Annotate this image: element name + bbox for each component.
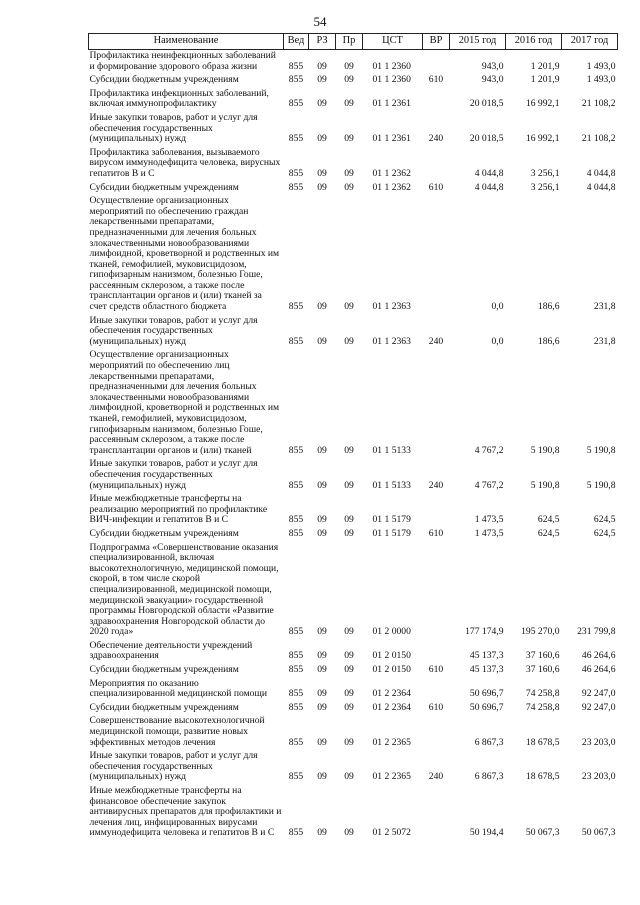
cell-2017: 624,5 [593, 514, 616, 526]
cell-2017: 4 044,8 [586, 167, 616, 179]
cell-name: Мероприятия по оказанию специализированной медицинской помощи [89, 677, 267, 700]
cell-name: Субсидии бюджетным учреждениям [89, 664, 239, 676]
cell-2015: 1 473,5 [474, 514, 504, 526]
cell-2017: 46 264,6 [581, 664, 616, 676]
cell-rz: 09 [317, 335, 327, 347]
cell-ved: 855 [288, 664, 304, 676]
cell-rz: 09 [317, 688, 327, 700]
cell-cst: 01 1 2361 [372, 98, 411, 110]
cell-name: Иные закупки товаров, работ и услуг для обеспечения государственных (муниципальных) нужд [89, 314, 258, 347]
cell-cst: 01 1 5133 [372, 444, 411, 456]
cell-2016: 1 201,9 [530, 60, 560, 72]
cell-pr: 09 [344, 650, 354, 662]
cell-vr: 240 [428, 479, 444, 491]
cell-ved: 855 [288, 827, 304, 839]
cell-cst: 01 1 2360 [372, 74, 411, 86]
table-row [89, 664, 618, 678]
cell-2015: 45 137,3 [469, 650, 504, 662]
cell-pr: 09 [344, 181, 354, 193]
table-row [89, 715, 618, 750]
cell-ved: 855 [288, 133, 304, 145]
cell-2016: 3 256,1 [530, 167, 560, 179]
cell-2016: 16 992,1 [525, 133, 560, 145]
cell-ved: 855 [288, 167, 304, 179]
cell-ved: 855 [288, 479, 304, 491]
cell-name: Профилактика неинфекционных заболеваний и формирование здорового образа жизни [89, 50, 276, 72]
cell-2016: 195 270,0 [521, 626, 560, 638]
cell-vr [423, 678, 450, 702]
cell-2017: 23 203,0 [581, 736, 616, 748]
cell-rz: 09 [317, 664, 327, 676]
cell-2015: 50 696,7 [469, 701, 504, 713]
page-number: 54 [313, 14, 327, 29]
cell-vr [423, 50, 450, 75]
cell-rz: 09 [317, 133, 327, 145]
table-row [89, 349, 618, 458]
cell-vr: 610 [428, 527, 444, 539]
header-row [89, 34, 618, 50]
cell-2017: 21 108,2 [581, 133, 616, 145]
cell-2017: 231,8 [593, 301, 616, 313]
cell-vr: 240 [428, 335, 444, 347]
cell-name: Иные межбюджетные трансферты на реализацию мероприятий по профилактике ВИЧ-инфекции и гепатитов В и С [89, 493, 268, 526]
table-row [89, 493, 618, 528]
cell-pr: 09 [344, 74, 354, 86]
cell-vr [423, 715, 450, 750]
header-ved: Вед [284, 34, 309, 50]
cell-vr: 240 [428, 133, 444, 145]
cell-cst: 01 1 2360 [372, 60, 411, 72]
cell-2016: 5 190,8 [530, 444, 560, 456]
cell-2015: 50 696,7 [469, 688, 504, 700]
cell-cst: 01 1 2362 [372, 167, 411, 179]
table-row [89, 50, 618, 75]
cell-cst: 01 1 5179 [372, 514, 411, 526]
cell-2017: 624,5 [593, 527, 616, 539]
cell-pr: 09 [344, 167, 354, 179]
cell-ved: 855 [288, 181, 304, 193]
cell-name: Субсидии бюджетным учреждениям [89, 527, 239, 539]
cell-2015: 4 767,2 [474, 444, 504, 456]
cell-rz: 09 [317, 60, 327, 72]
cell-2015: 177 174,9 [465, 626, 504, 638]
cell-name: Субсидии бюджетным учреждениям [89, 181, 239, 193]
cell-pr: 09 [344, 301, 354, 313]
table-row [89, 640, 618, 664]
cell-2015: 0,0 [491, 301, 504, 313]
cell-name: Профилактика инфекционных заболеваний, включая иммунопрофилактику [89, 87, 269, 110]
table-row [89, 678, 618, 702]
cell-2016: 50 067,3 [525, 827, 560, 839]
cell-vr [423, 640, 450, 664]
cell-cst: 01 1 5179 [372, 527, 411, 539]
cell-vr [423, 195, 450, 315]
cell-2017: 231 799,8 [577, 626, 616, 638]
table-row [89, 458, 618, 493]
cell-name: Профилактика заболевания, вызываемого вирусом иммунодефицита человека, вирусных гепатитов В и С [89, 146, 281, 179]
cell-2017: 46 264,6 [581, 650, 616, 662]
cell-2017: 50 067,3 [581, 827, 616, 839]
header-rz: РЗ [309, 34, 336, 50]
cell-vr [423, 88, 450, 112]
cell-pr: 09 [344, 736, 354, 748]
cell-ved: 855 [288, 626, 304, 638]
cell-2016: 1 201,9 [530, 74, 560, 86]
cell-name: Иные закупки товаров, работ и услуг для обеспечения государственных (муниципальных) нужд [89, 750, 258, 783]
cell-cst: 01 2 0000 [372, 626, 411, 638]
cell-cst: 01 1 2363 [372, 335, 411, 347]
cell-cst: 01 1 2361 [372, 133, 411, 145]
table-row [89, 702, 618, 716]
table-body [89, 50, 618, 841]
cell-vr [423, 493, 450, 528]
cell-rz: 09 [317, 181, 327, 193]
cell-ved: 855 [288, 701, 304, 713]
cell-pr: 09 [344, 701, 354, 713]
cell-ved: 855 [288, 74, 304, 86]
cell-cst: 01 2 0150 [372, 664, 411, 676]
cell-pr: 09 [344, 827, 354, 839]
cell-2016: 37 160,6 [525, 664, 560, 676]
cell-cst: 01 2 2365 [372, 736, 411, 748]
cell-vr: 610 [428, 74, 444, 86]
cell-pr: 09 [344, 335, 354, 347]
cell-vr [423, 785, 450, 841]
cell-name: Субсидии бюджетным учреждениям [89, 701, 239, 713]
cell-pr: 09 [344, 514, 354, 526]
cell-vr: 610 [428, 181, 444, 193]
cell-name: Иные закупки товаров, работ и услуг для обеспечения государственных (муниципальных) нужд [89, 458, 258, 491]
cell-rz: 09 [317, 527, 327, 539]
cell-pr: 09 [344, 133, 354, 145]
cell-rz: 09 [317, 827, 327, 839]
cell-name: Субсидии бюджетным учреждениям [89, 74, 239, 86]
cell-2017: 92 247,0 [581, 701, 616, 713]
cell-2016: 624,5 [537, 527, 560, 539]
cell-cst: 01 2 5072 [372, 827, 411, 839]
cell-rz: 09 [317, 98, 327, 110]
cell-ved: 855 [288, 444, 304, 456]
cell-2015: 943,0 [481, 60, 504, 72]
cell-ved: 855 [288, 527, 304, 539]
table-row [89, 542, 618, 640]
cell-name: Иные межбюджетные трансферты на финансовое обеспечение закупок антивирусных препаратов для профилактики и лечения лиц, инфицированных вирусами иммунодефицита человека и гепатитов В и С [89, 785, 282, 839]
header-2016: 2016 год [506, 34, 562, 50]
cell-pr: 09 [344, 626, 354, 638]
cell-2015: 45 137,3 [469, 664, 504, 676]
cell-2016: 18 678,5 [525, 736, 560, 748]
cell-rz: 09 [317, 650, 327, 662]
cell-2015: 4 044,8 [474, 181, 504, 193]
table-row [89, 112, 618, 147]
cell-pr: 09 [344, 664, 354, 676]
cell-name: Иные закупки товаров, работ и услуг для обеспечения государственных (муниципальных) нужд [89, 111, 258, 145]
cell-ved: 855 [288, 301, 304, 313]
header-2015: 2015 год [450, 34, 506, 50]
cell-ved: 855 [288, 60, 304, 72]
cell-name: Осуществление организационных мероприятий по обеспечению лиц лекарственными препаратами, предназначенными для лечения больных злокачественными новообразованиями лимфоидной, кроветворной и родственных им тканей, гемофилией, муковисцидозом, гипофизарным нанизмом, болезнью Гоше, рассеянным склерозом, а также после трансплантации органов и (или) тканей [89, 349, 280, 456]
cell-rz: 09 [317, 626, 327, 638]
table-row [89, 750, 618, 785]
cell-2017: 21 108,2 [581, 98, 616, 110]
cell-2015: 6 867,3 [474, 736, 504, 748]
table-row [89, 182, 618, 196]
cell-rz: 09 [317, 736, 327, 748]
cell-ved: 855 [288, 335, 304, 347]
cell-vr [423, 542, 450, 640]
cell-2017: 5 190,8 [586, 444, 616, 456]
cell-pr: 09 [344, 688, 354, 700]
cell-pr: 09 [344, 527, 354, 539]
cell-2015: 20 018,5 [469, 133, 504, 145]
cell-rz: 09 [317, 514, 327, 526]
cell-2015: 1 473,5 [474, 527, 504, 539]
cell-cst: 01 1 2363 [372, 301, 411, 313]
cell-ved: 855 [288, 771, 304, 783]
cell-vr [423, 147, 450, 182]
cell-2017: 231,8 [593, 335, 616, 347]
cell-cst: 01 1 5133 [372, 479, 411, 491]
cell-pr: 09 [344, 98, 354, 110]
cell-2015: 4 044,8 [474, 167, 504, 179]
cell-2016: 624,5 [537, 514, 560, 526]
budget-table [88, 33, 618, 841]
cell-rz: 09 [317, 479, 327, 491]
cell-2016: 186,6 [537, 335, 560, 347]
cell-2017: 92 247,0 [581, 688, 616, 700]
cell-2015: 6 867,3 [474, 771, 504, 783]
cell-2016: 37 160,6 [525, 650, 560, 662]
cell-pr: 09 [344, 771, 354, 783]
cell-2017: 4 044,8 [586, 181, 616, 193]
cell-rz: 09 [317, 701, 327, 713]
table-row [89, 528, 618, 542]
cell-2016: 186,6 [537, 301, 560, 313]
cell-cst: 01 2 2364 [372, 688, 411, 700]
table-header [89, 34, 618, 50]
cell-2015: 943,0 [481, 74, 504, 86]
cell-2015: 20 018,5 [469, 98, 504, 110]
cell-rz: 09 [317, 301, 327, 313]
cell-2017: 1 493,0 [586, 60, 616, 72]
header-pr: Пр [336, 34, 363, 50]
cell-2016: 18 678,5 [525, 771, 560, 783]
cell-name: Обеспечение деятельности учреждений здравоохранения [89, 639, 253, 662]
cell-ved: 855 [288, 688, 304, 700]
cell-ved: 855 [288, 736, 304, 748]
cell-name: Совершенствование высокотехнологичной медицинской помощи, развитие новых эффективных методов лечения [89, 715, 265, 748]
cell-vr [423, 349, 450, 458]
cell-vr: 240 [428, 771, 444, 783]
cell-2016: 16 992,1 [525, 98, 560, 110]
cell-2017: 23 203,0 [581, 771, 616, 783]
table-row [89, 74, 618, 88]
cell-2017: 5 190,8 [586, 479, 616, 491]
cell-vr: 610 [428, 701, 444, 713]
table-row [89, 147, 618, 182]
cell-rz: 09 [317, 771, 327, 783]
cell-2015: 50 194,4 [469, 827, 504, 839]
cell-ved: 855 [288, 98, 304, 110]
cell-pr: 09 [344, 60, 354, 72]
cell-ved: 855 [288, 514, 304, 526]
header-cst: ЦСТ [363, 34, 423, 50]
cell-2016: 3 256,1 [530, 181, 560, 193]
cell-2016: 74 258,8 [525, 701, 560, 713]
header-2017: 2017 год [562, 34, 618, 50]
cell-2015: 4 767,2 [474, 479, 504, 491]
cell-pr: 09 [344, 479, 354, 491]
cell-cst: 01 2 2365 [372, 771, 411, 783]
cell-rz: 09 [317, 74, 327, 86]
cell-name: Осуществление организационных мероприятий по обеспечению граждан лекарственными препаратами, предназначенными для лечения больных злокачественными новообразованиями лимфоидной, кроветворной и родственных им тканей, гемофилией, муковисцидозом, гипофизарным нанизмом, болезнью Гоше, рассеянным склерозом, а также после трансплантации органов и (или) тканей за счет средств областного бюджета [89, 195, 280, 313]
cell-cst: 01 2 2364 [372, 701, 411, 713]
table-row [89, 88, 618, 112]
cell-ved: 855 [288, 650, 304, 662]
cell-vr: 610 [428, 664, 444, 676]
table-row [89, 195, 618, 315]
header-vr: ВР [423, 34, 450, 50]
cell-pr: 09 [344, 444, 354, 456]
cell-rz: 09 [317, 167, 327, 179]
cell-2017: 1 493,0 [586, 74, 616, 86]
table-row [89, 785, 618, 841]
cell-cst: 01 1 2362 [372, 181, 411, 193]
cell-cst: 01 2 0150 [372, 650, 411, 662]
cell-2016: 5 190,8 [530, 479, 560, 491]
cell-2015: 0,0 [491, 335, 504, 347]
table-row [89, 315, 618, 350]
header-name: Наименование [89, 34, 284, 50]
cell-2016: 74 258,8 [525, 688, 560, 700]
cell-rz: 09 [317, 444, 327, 456]
cell-name: Подпрограмма «Совершенствование оказания специализированной, включая высокотехнологичную, медицинской помощи, скорой, в том числе скорой специализированной, медицинской помощи, медицинской эвакуации» государственной программы Новгородской области «Развитие здравоохранения Новгородской области до 2020 года» [89, 541, 279, 638]
